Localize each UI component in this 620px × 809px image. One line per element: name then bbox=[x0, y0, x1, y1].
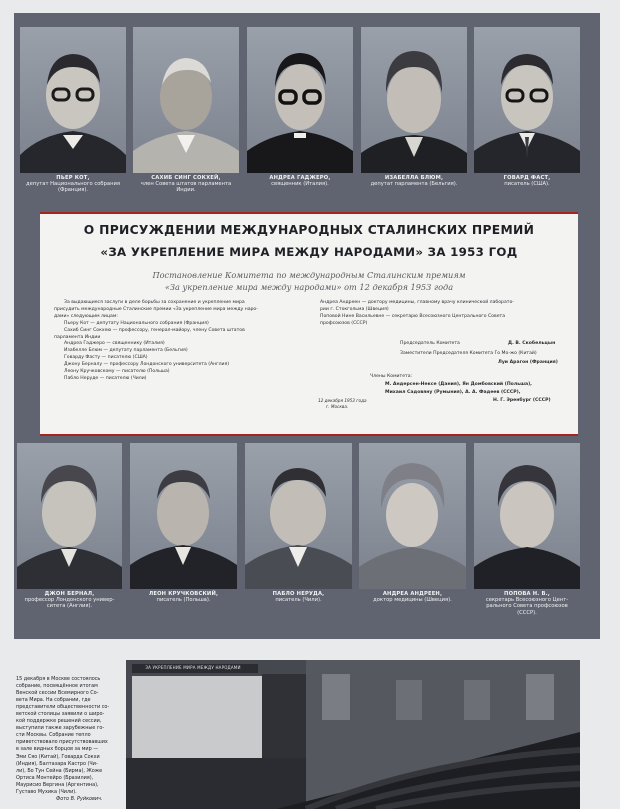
caption-line: Индии. bbox=[176, 187, 196, 194]
caption-line: (СССР). bbox=[517, 609, 537, 616]
decree-bottom-rule bbox=[40, 434, 578, 436]
decree-text-line: дами» следующим лицам: bbox=[54, 313, 118, 319]
decree-text-line: За выдающиеся заслуги в деле борьбы за сохранение и укрепление мира bbox=[64, 300, 245, 305]
portrait-popova bbox=[474, 443, 580, 589]
decree-text-line: присудить международные Сталинские премии «За укрепление мира между наро- bbox=[54, 306, 258, 312]
caption-name: ДЖОН БЕРНАЛ, bbox=[44, 591, 95, 597]
caption-line: рального Совета профсоюзов bbox=[486, 603, 568, 610]
photo-credit: Фото В. Руйкович. bbox=[56, 795, 103, 802]
members-line: Михаил Садовяну (Румыния), А. А. Фадеев (СССР), bbox=[385, 390, 521, 395]
decree-box bbox=[40, 212, 578, 434]
portrait-fast bbox=[474, 27, 580, 173]
decree-text-line: Говарду Фасту — писателю (США) bbox=[64, 355, 148, 361]
hall-banner: ЗА УКРЕПЛЕНИЕ МИРА МЕЖДУ НАРОДАМИ bbox=[145, 665, 241, 670]
report-line: Венской сессии Всемирного Со- bbox=[16, 690, 99, 697]
decree-text-line: Пьеру Кот — депутату Национального собрания (Франция) bbox=[64, 320, 209, 326]
decree-text-line: Андреа Андреен — доктору медицины, главному врачу клинической лаборато- bbox=[320, 300, 514, 305]
report-line: Густаво Мухика (Чили). bbox=[16, 788, 77, 795]
decree-right-column bbox=[320, 300, 566, 328]
portrait-image bbox=[17, 443, 122, 589]
report-line: ветской столицы заявили о широ- bbox=[16, 711, 105, 718]
caption-line: писатель (Польша). bbox=[156, 597, 211, 604]
decree-text-line: Леону Кручковскому — писателю (Польша) bbox=[64, 369, 170, 375]
portrait-image bbox=[247, 27, 353, 173]
caption-neruda bbox=[245, 591, 352, 603]
caption-bernal bbox=[17, 591, 122, 610]
caption-line: секретарь Всесоюзного Цент- bbox=[485, 597, 569, 604]
decree-text-line: Андреа Гаджеро — священнику (Италия) bbox=[64, 341, 165, 347]
decree-text-line: рии г. Стокгольма (Швеция) bbox=[320, 306, 389, 312]
caption-name: ИЗАБЕЛЛА БЛЮМ, bbox=[384, 175, 444, 181]
decree-title-line2: «ЗА УКРЕПЛЕНИЕ МИРА МЕЖДУ НАРОДАМИ» ЗА 1953 ГОД bbox=[100, 245, 518, 259]
caption-line: писатель (США). bbox=[504, 181, 550, 188]
caption-blume bbox=[357, 175, 471, 187]
caption-line: депутат парламента (Бельгия). bbox=[370, 181, 458, 188]
caption-andreen bbox=[359, 591, 466, 603]
portrait-image bbox=[130, 443, 237, 589]
report-line: в зале видных борцов за мир — bbox=[16, 746, 99, 753]
report-line: кой поддержке решений сессии, bbox=[16, 718, 102, 725]
members-label: Члены Комитета: bbox=[370, 374, 413, 379]
decree-subtitle-line1: Постановление Комитета по международным Сталинским премиям bbox=[152, 270, 466, 280]
report-line: выступили также зарубежные го- bbox=[16, 725, 105, 732]
caption-pierre-cot bbox=[16, 175, 130, 194]
caption-name: ПЬЕР КОТ, bbox=[56, 175, 90, 181]
report-line: (Индия), Балтазара Кастро (Чи- bbox=[16, 760, 98, 767]
caption-kruczkowski bbox=[130, 591, 237, 603]
caption-popova bbox=[474, 591, 580, 616]
caption-fast bbox=[470, 175, 584, 187]
portrait-blume bbox=[361, 27, 467, 173]
decree-text-line: Сахиб Синг Сокхею — профессору, генерал-майору, члену Совета штатов bbox=[64, 327, 245, 333]
meeting-hall-photo bbox=[126, 660, 580, 809]
caption-line: (Франция). bbox=[57, 187, 89, 194]
decree-text-line: профсоюзов (СССР) bbox=[320, 320, 368, 326]
caption-line: депутат Национального собрания bbox=[26, 181, 120, 188]
caption-name: ПАБЛО НЕРУДА, bbox=[272, 591, 325, 597]
caption-name: АНДРЕА ГАДЖЕРО, bbox=[269, 175, 331, 181]
date-note: 12 декабря 1953 года bbox=[318, 398, 367, 403]
members-line: Н. Г. Эренбург (СССР) bbox=[493, 398, 551, 403]
decree-text-line: Пабло Неруде — писателю (Чили) bbox=[64, 375, 147, 381]
members-line: М. Андерсен-Нексе (Дания), Ян Домбовский (Польша), bbox=[385, 382, 532, 387]
report-line: представители общественности со- bbox=[16, 704, 110, 711]
portrait-image bbox=[20, 27, 126, 173]
caption-name: АНДРЕА АНДРЕЕН, bbox=[382, 591, 443, 597]
portrait-pierre-cot bbox=[20, 27, 126, 173]
portrait-sokhey bbox=[133, 27, 239, 173]
report-line: вета Мира. На собрании, где bbox=[16, 697, 91, 704]
caption-gaggero bbox=[243, 175, 357, 187]
chair-name: Д. В. Скобельцын bbox=[508, 341, 556, 346]
meeting-report bbox=[16, 676, 124, 803]
caption-line: доктор медицины (Швеция). bbox=[373, 597, 452, 604]
decree-text-line: Изабелле Блюм — депутату парламента (Бельгия) bbox=[64, 348, 188, 354]
portrait-image bbox=[245, 443, 352, 589]
caption-line: ситета (Англия). bbox=[46, 603, 93, 610]
vice-chair-label: Заместители Председателя Комитета Го Мо-жо (Китай) bbox=[400, 351, 537, 356]
chair-label: Председатель Комитета bbox=[400, 341, 460, 346]
report-line: Маурисио Вергина (Аргентина), bbox=[16, 781, 99, 788]
portrait-gaggero bbox=[247, 27, 353, 173]
portrait-image bbox=[474, 443, 580, 589]
report-line: Эми Сяо (Китай), Говарда Сокхи bbox=[16, 753, 100, 760]
caption-name: ГОВАРД ФАСТ, bbox=[503, 175, 551, 181]
report-line: приветствовало присутствовавших bbox=[16, 739, 108, 746]
caption-name: ЛЕОН КРУЧКОВСКИЙ, bbox=[148, 591, 219, 597]
caption-line: профессор Лондонского универ- bbox=[24, 597, 115, 604]
portrait-image bbox=[359, 443, 466, 589]
decree-left-column bbox=[54, 300, 294, 383]
portrait-image bbox=[133, 27, 239, 173]
decree-text-line: парламента Индии bbox=[54, 334, 101, 340]
report-line: 15 декабря в Москве состоялось bbox=[16, 676, 101, 682]
hall-image bbox=[126, 660, 580, 809]
report-line: сти Москвы. Собрание тепло bbox=[16, 732, 91, 739]
portrait-neruda bbox=[245, 443, 352, 589]
caption-name: ПОПОВА Н. В., bbox=[504, 591, 550, 597]
decree-text-line: Поповой Нине Васильевне — секретарю Всесоюзного Центрального Совета bbox=[320, 313, 506, 319]
place-note: г. Москва. bbox=[326, 404, 349, 409]
caption-line: священник (Италия). bbox=[271, 181, 329, 188]
caption-line: член Совета штатов парламента bbox=[140, 181, 232, 188]
caption-name: САХИБ СИНГ СОКХЕЙ, bbox=[151, 175, 221, 181]
portrait-kruczkowski bbox=[130, 443, 237, 589]
decree-title-line1: О ПРИСУЖДЕНИИ МЕЖДУНАРОДНЫХ СТАЛИНСКИХ ПРЕМИЙ bbox=[83, 223, 535, 237]
decree-text-line: Джону Берналу — профессору Лондонского университета (Англия) bbox=[64, 362, 230, 368]
caption-line: писатель (Чили). bbox=[275, 597, 322, 604]
portrait-andreen bbox=[359, 443, 466, 589]
caption-sokhey bbox=[129, 175, 243, 194]
report-line: ли), Бо Тун Сейна (Бирма), Жоже bbox=[16, 767, 103, 774]
portrait-image bbox=[361, 27, 467, 173]
report-line: собрание, посвящённое итогам bbox=[16, 683, 98, 690]
portrait-bernal bbox=[17, 443, 122, 589]
report-line: Ортиса Монтейро (Бразилия), bbox=[16, 774, 94, 781]
decree-subtitle-line2: «За укрепление мира между народами» от 12 декабря 1953 года bbox=[164, 282, 454, 292]
vice-chair-name: Луи Арагон (Франция) bbox=[498, 360, 558, 365]
portrait-image bbox=[474, 27, 580, 173]
